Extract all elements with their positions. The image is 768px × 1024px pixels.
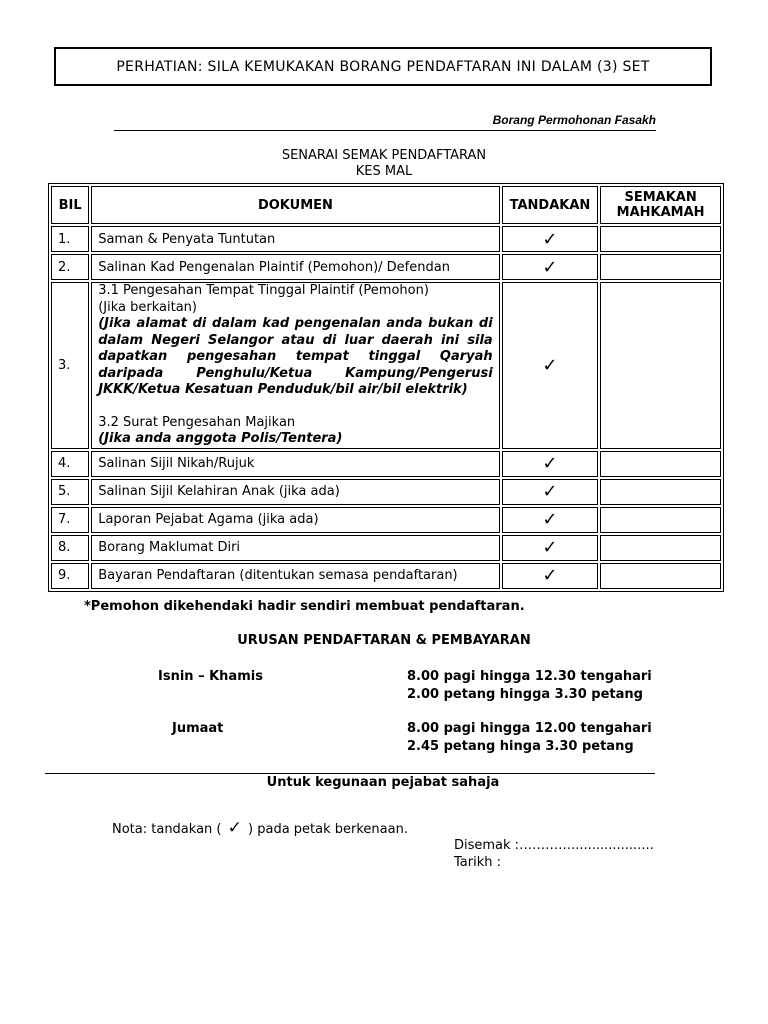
- office-divider: [45, 773, 655, 774]
- check-mark-icon: ✓: [227, 818, 242, 838]
- residence-note: (Jika alamat di dalam kad pengenalan anda bukan di dalam Negeri Selangor atau di luar daerah ini sila dapatkan pengesahan tempat tinggal Qaryah daripada Penghulu/Ketua Kampung/Pengerusi JKKK/Ketua Kesatuan Penduduk/bil air/bil elektrik): [98, 316, 493, 397]
- header-bil: BIL: [51, 186, 89, 224]
- table-row: [51, 254, 721, 280]
- court-check-cell[interactable]: [600, 451, 721, 477]
- row-bil: 4.: [51, 451, 89, 477]
- check-mark-icon[interactable]: ✓: [502, 563, 599, 589]
- form-name: Borang Permohonan Fasakh: [492, 113, 656, 127]
- nota-text-end: ) pada petak berkenaan.: [248, 822, 408, 837]
- schedule-days: Isnin – Khamis: [158, 669, 263, 684]
- row-bil: 2.: [51, 254, 89, 280]
- check-mark-icon[interactable]: ✓: [502, 507, 599, 533]
- row-dokumen: Bayaran Pendaftaran (ditentukan semasa pendaftaran): [91, 563, 499, 589]
- nota-text-start: Nota: tandakan (: [112, 822, 222, 837]
- row-bil: 5.: [51, 479, 89, 505]
- row-dokumen-residence: [91, 282, 499, 449]
- court-check-cell[interactable]: [600, 479, 721, 505]
- check-mark-icon[interactable]: ✓: [502, 226, 599, 252]
- residence-condition: (Jika berkaitan): [98, 299, 197, 315]
- header-semakan-line2: MAHKAMAH: [616, 205, 705, 220]
- court-check-cell[interactable]: [600, 535, 721, 561]
- row-dokumen: Salinan Sijil Nikah/Rujuk: [91, 451, 499, 477]
- top-divider: [114, 130, 656, 131]
- header-tandakan: TANDAKAN: [502, 186, 599, 224]
- row-dokumen: Borang Maklumat Diri: [91, 535, 499, 561]
- check-mark-icon[interactable]: ✓: [502, 535, 599, 561]
- court-check-cell[interactable]: [600, 282, 721, 449]
- table-row: [51, 535, 721, 561]
- schedule-days: Jumaat: [172, 721, 224, 736]
- checklist-title: SENARAI SEMAK PENDAFTARAN: [281, 148, 487, 163]
- row-bil: 9.: [51, 563, 89, 589]
- notice-banner: [54, 47, 712, 86]
- schedule-time: 2.45 petang hinga 3.30 petang: [407, 739, 634, 754]
- header-semakan-line1: SEMAKAN: [624, 190, 697, 205]
- row-dokumen: Salinan Sijil Kelahiran Anak (jika ada): [91, 479, 499, 505]
- court-check-cell[interactable]: [600, 254, 721, 280]
- checklist-subtitle: KES MAL: [355, 164, 413, 179]
- residence-line: 3.1 Pengesahan Tempat Tinggal Plaintif (Pemohon): [98, 283, 429, 298]
- nota-line: [112, 818, 408, 838]
- employer-letter-note: (Jika anda anggota Polis/Tentera): [98, 431, 343, 446]
- table-row: [51, 507, 721, 533]
- court-check-cell[interactable]: [600, 507, 721, 533]
- table-row: [51, 282, 721, 449]
- schedule-time: 8.00 pagi hingga 12.30 tengahari: [407, 669, 652, 684]
- header-dokumen: DOKUMEN: [91, 186, 499, 224]
- section-title: URUSAN PENDAFTARAN & PEMBAYARAN: [237, 633, 531, 648]
- office-use-label: Untuk kegunaan pejabat sahaja: [266, 775, 500, 790]
- employer-letter-line: 3.2 Surat Pengesahan Majikan: [98, 414, 296, 430]
- check-mark-icon[interactable]: ✓: [502, 451, 599, 477]
- reviewed-by-field[interactable]: Disemak :…………....................: [454, 838, 654, 853]
- court-check-cell[interactable]: [600, 563, 721, 589]
- check-mark-icon[interactable]: ✓: [502, 479, 599, 505]
- schedule-time: 2.00 petang hingga 3.30 petang: [407, 687, 643, 702]
- court-check-cell[interactable]: [600, 226, 721, 252]
- check-mark-icon[interactable]: ✓: [502, 282, 599, 449]
- header-semakan: [600, 186, 721, 224]
- attendance-note: *Pemohon dikehendaki hadir sendiri membuat pendaftaran.: [84, 599, 525, 614]
- notice-text: PERHATIAN: SILA KEMUKAKAN BORANG PENDAFTARAN INI DALAM (3) SET: [116, 58, 650, 75]
- row-dokumen: Laporan Pejabat Agama (jika ada): [91, 507, 499, 533]
- table-row: [51, 479, 721, 505]
- table-row: [51, 563, 721, 589]
- checklist-table: [48, 183, 724, 592]
- schedule-time: 8.00 pagi hingga 12.00 tengahari: [407, 721, 652, 736]
- table-row: [51, 451, 721, 477]
- row-bil: 3.: [51, 282, 89, 449]
- row-bil: 8.: [51, 535, 89, 561]
- date-field[interactable]: Tarikh :: [454, 855, 501, 870]
- row-bil: 1.: [51, 226, 89, 252]
- table-row: [51, 226, 721, 252]
- row-dokumen: Saman & Penyata Tuntutan: [91, 226, 499, 252]
- row-dokumen: Salinan Kad Pengenalan Plaintif (Pemohon)/ Defendan: [91, 254, 499, 280]
- table-header-row: [51, 186, 721, 224]
- row-bil: 7.: [51, 507, 89, 533]
- check-mark-icon[interactable]: ✓: [502, 254, 599, 280]
